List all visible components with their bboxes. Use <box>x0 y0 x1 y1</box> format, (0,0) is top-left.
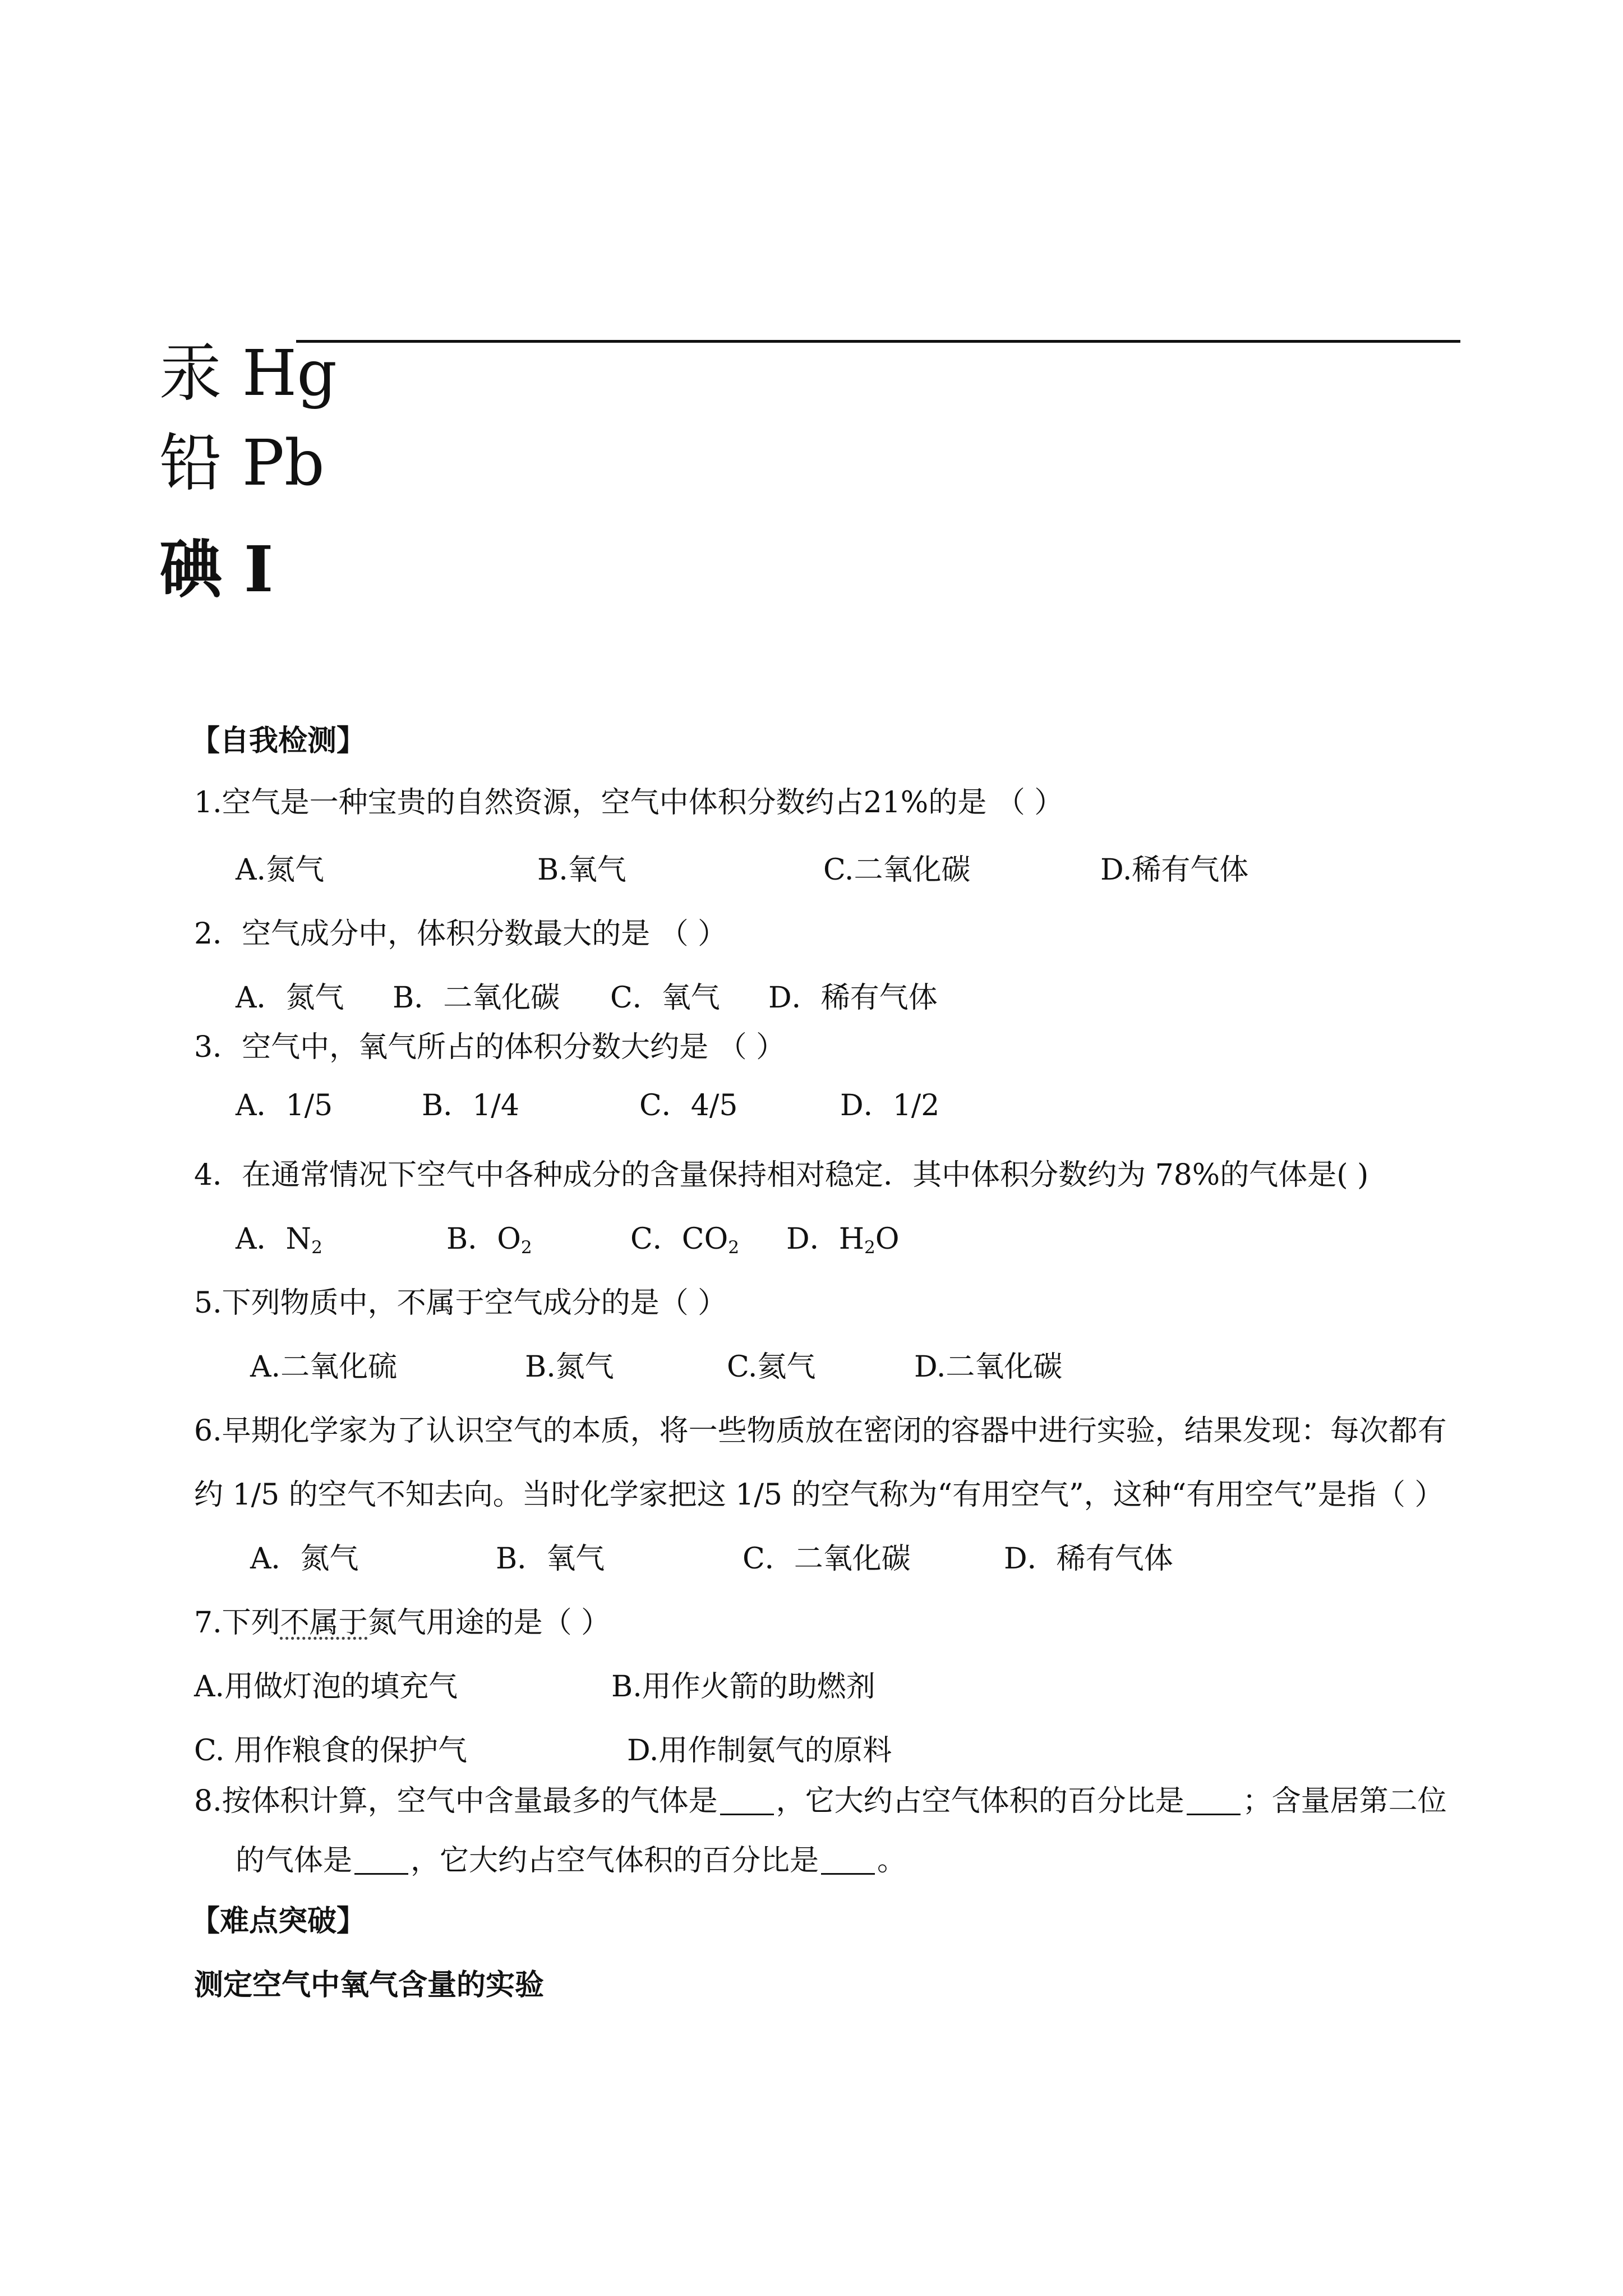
q4-option-c: C．$CO_2$ <box>630 1222 740 1258</box>
q1-option-c: C.二氧化碳 <box>823 853 971 887</box>
q6-stem-line2: 约 1/5 的空气不知去向。当时化学家把这 1/5 的空气称为“有用空气”，这种“有用空气”是指（ ） <box>194 1478 1444 1512</box>
q4-stem: 4．在通常情况下空气中各种成分的含量保持相对稳定．其中体积分数约为 78%的气体是( ) <box>194 1158 1369 1192</box>
q2-option-a: A．氮气 <box>236 981 344 1015</box>
section-difficulty: 【难点突破】 <box>191 1904 366 1938</box>
q4-option-b: B．$O_2$ <box>446 1222 532 1258</box>
q8-blank-4[interactable] <box>821 1844 875 1875</box>
q8-line1: 8.按体积计算，空气中含量最多的气体是 ，它大约占空气体积的百分比是 ；含量居第二位 <box>194 1784 1447 1818</box>
q8-blank-3[interactable] <box>354 1844 408 1875</box>
element-lead: 铅 Pb <box>159 427 325 500</box>
q3-option-a: A．1/5 <box>236 1089 333 1122</box>
q5-option-a: A.二氧化硫 <box>250 1350 398 1384</box>
q7-option-c: C. 用作粮食的保护气 <box>194 1734 467 1768</box>
header-rule <box>296 340 1460 343</box>
q3-option-c: C．4/5 <box>639 1089 738 1122</box>
q2-stem: 2．空气成分中，体积分数最大的是 （ ） <box>194 917 727 951</box>
q6-stem-line1: 6.早期化学家为了认识空气的本质，将一些物质放在密闭的容器中进行实验，结果发现：每次都有 <box>194 1414 1447 1448</box>
q7-option-b: B.用作火箭的助燃剂 <box>611 1670 875 1704</box>
element-iodine: 碘 I <box>159 533 274 606</box>
q1-option-a: A.氮气 <box>236 853 325 887</box>
q7-option-d: D.用作制氨气的原料 <box>627 1734 892 1768</box>
q7-stem: 7.下列不属于氮气用途的是（ ） <box>194 1606 611 1640</box>
q8-blank-1[interactable] <box>720 1784 774 1815</box>
q6-option-c: C．二氧化碳 <box>743 1542 911 1576</box>
q6-option-d: D．稀有气体 <box>1004 1542 1173 1576</box>
subheading-oxygen-experiment: 测定空气中氧气含量的实验 <box>194 1968 545 2002</box>
q5-stem: 5.下列物质中，不属于空气成分的是（ ） <box>194 1286 727 1320</box>
section-self-check: 【自我检测】 <box>191 724 366 758</box>
q5-option-d: D.二氧化碳 <box>914 1350 1063 1384</box>
q5-option-c: C.氦气 <box>727 1350 816 1384</box>
element-mercury: 汞 Hg <box>159 337 337 410</box>
q2-option-b: B．二氧化碳 <box>393 981 560 1015</box>
q5-option-b: B.氮气 <box>525 1350 614 1384</box>
q4-option-a: A．$N_2$ <box>236 1222 322 1258</box>
q7-emphasis: 不属于 <box>280 1606 368 1640</box>
q3-option-d: D．1/2 <box>840 1089 940 1122</box>
q1-option-d: D.稀有气体 <box>1100 853 1249 887</box>
q2-option-c: C．氧气 <box>610 981 720 1015</box>
q1-option-b: B.氧气 <box>537 853 626 887</box>
q6-option-a: A．氮气 <box>250 1542 359 1576</box>
q6-option-b: B．氧气 <box>496 1542 605 1576</box>
q7-option-a: A.用做灯泡的填充气 <box>194 1670 458 1704</box>
q4-option-d: D．$H_2O$ <box>786 1222 900 1258</box>
q8-line2: 的气体是 ，它大约占空气体积的百分比是 。 <box>236 1844 907 1878</box>
q3-stem: 3．空气中，氧气所占的体积分数大约是 （ ） <box>194 1030 786 1064</box>
q8-blank-2[interactable] <box>1187 1784 1241 1815</box>
q3-option-b: B．1/4 <box>422 1089 519 1122</box>
q1-stem: 1.空气是一种宝贵的自然资源，空气中体积分数约占21%的是 （ ） <box>194 786 1064 820</box>
q2-option-d: D．稀有气体 <box>768 981 938 1015</box>
